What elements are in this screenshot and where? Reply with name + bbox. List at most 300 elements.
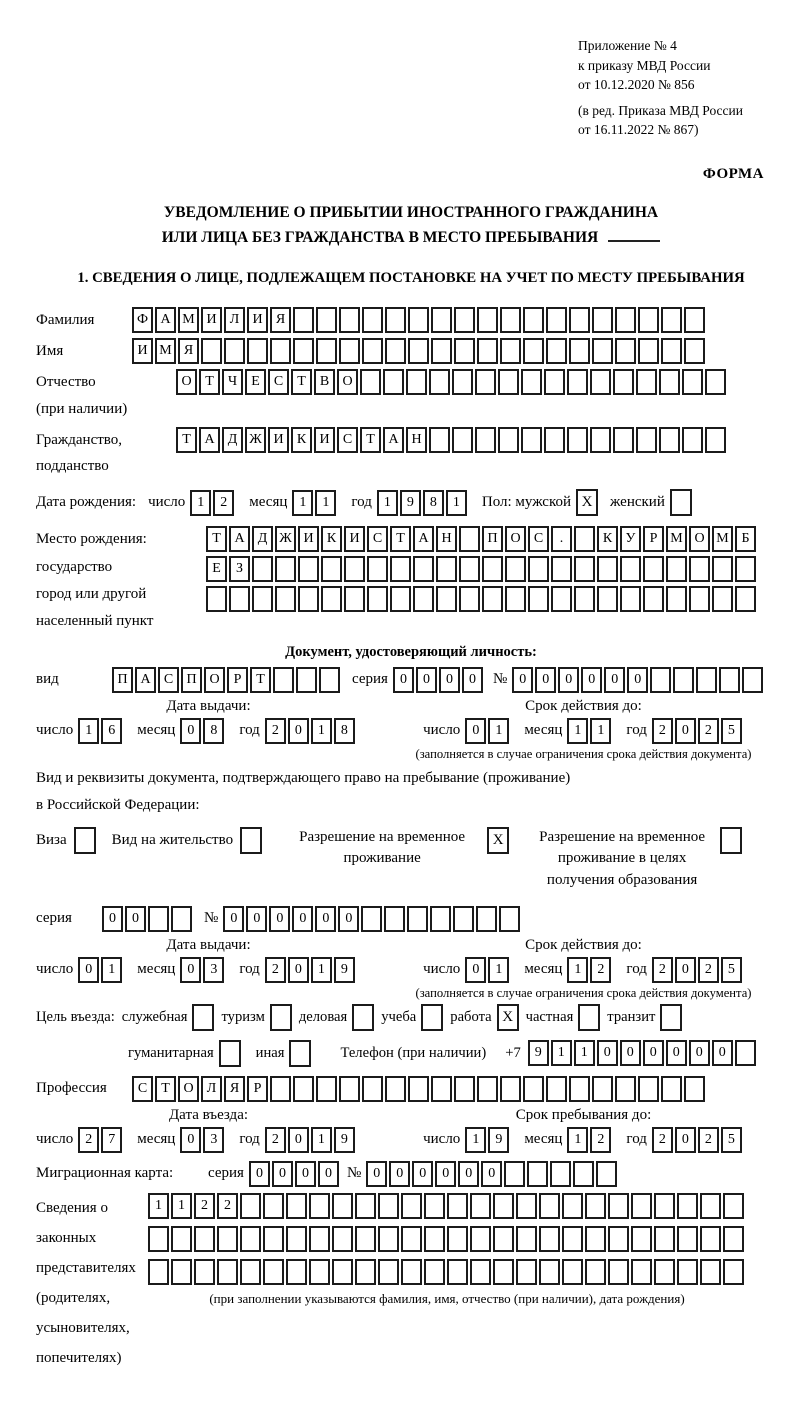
char-cell[interactable] (408, 307, 429, 333)
char-cell[interactable]: 0 (412, 1161, 433, 1187)
char-cell[interactable] (263, 1259, 284, 1285)
char-cell[interactable] (321, 556, 342, 582)
char-cell[interactable] (677, 1226, 698, 1252)
char-cell[interactable] (390, 586, 411, 612)
char-cell[interactable] (378, 1226, 399, 1252)
char-cell[interactable]: 9 (334, 957, 355, 983)
char-cell[interactable] (712, 586, 733, 612)
char-cell[interactable]: О (178, 1076, 199, 1102)
char-cell[interactable] (482, 586, 503, 612)
char-cell[interactable]: 0 (627, 667, 648, 693)
char-cell[interactable]: 0 (675, 1127, 696, 1153)
char-cell[interactable] (454, 1076, 475, 1102)
char-cell[interactable]: 0 (512, 667, 533, 693)
char-cell[interactable] (562, 1259, 583, 1285)
char-cell[interactable] (643, 586, 664, 612)
char-cell[interactable] (384, 906, 405, 932)
char-cell[interactable] (528, 556, 549, 582)
char-cell[interactable] (650, 667, 671, 693)
char-cell[interactable] (574, 556, 595, 582)
char-cell[interactable] (378, 1193, 399, 1219)
char-cell[interactable]: 2 (213, 490, 234, 516)
char-cell[interactable] (654, 1226, 675, 1252)
char-cell[interactable] (171, 1259, 192, 1285)
char-cell[interactable]: Л (224, 307, 245, 333)
char-cell[interactable]: Я (270, 307, 291, 333)
char-cell[interactable] (638, 1076, 659, 1102)
char-cell[interactable]: 2 (652, 957, 673, 983)
char-cell[interactable]: П (482, 526, 503, 552)
char-cell[interactable]: Б (735, 526, 756, 552)
char-cell[interactable]: 0 (272, 1161, 293, 1187)
char-cell[interactable]: 0 (288, 1127, 309, 1153)
char-cell[interactable]: . (551, 526, 572, 552)
char-cell[interactable] (523, 307, 544, 333)
char-cell[interactable] (367, 556, 388, 582)
char-cell[interactable]: Р (247, 1076, 268, 1102)
char-cell[interactable] (684, 1076, 705, 1102)
char-cell[interactable] (194, 1259, 215, 1285)
char-cell[interactable] (585, 1193, 606, 1219)
char-cell[interactable]: И (201, 307, 222, 333)
char-cell[interactable] (339, 1076, 360, 1102)
char-cell[interactable] (275, 556, 296, 582)
char-cell[interactable] (270, 338, 291, 364)
char-cell[interactable] (148, 1259, 169, 1285)
char-cell[interactable] (499, 906, 520, 932)
char-cell[interactable] (321, 586, 342, 612)
char-cell[interactable] (476, 906, 497, 932)
char-cell[interactable]: 0 (675, 957, 696, 983)
char-cell[interactable]: А (413, 526, 434, 552)
char-cell[interactable] (431, 338, 452, 364)
char-cell[interactable] (293, 1076, 314, 1102)
char-cell[interactable] (574, 526, 595, 552)
char-cell[interactable] (636, 369, 657, 395)
char-cell[interactable] (424, 1226, 445, 1252)
char-cell[interactable] (597, 556, 618, 582)
char-cell[interactable]: 0 (125, 906, 146, 932)
char-cell[interactable] (475, 427, 496, 453)
char-cell[interactable] (362, 1076, 383, 1102)
char-cell[interactable] (493, 1259, 514, 1285)
char-cell[interactable] (544, 427, 565, 453)
char-cell[interactable]: 0 (338, 906, 359, 932)
char-cell[interactable] (447, 1259, 468, 1285)
char-cell[interactable] (638, 307, 659, 333)
char-cell[interactable] (454, 307, 475, 333)
char-cell[interactable] (454, 338, 475, 364)
char-cell[interactable]: 0 (481, 1161, 502, 1187)
char-cell[interactable] (401, 1193, 422, 1219)
purpose-business-checkbox[interactable] (352, 1004, 374, 1031)
char-cell[interactable] (378, 1259, 399, 1285)
char-cell[interactable]: К (291, 427, 312, 453)
char-cell[interactable] (592, 307, 613, 333)
char-cell[interactable] (459, 556, 480, 582)
char-cell[interactable]: 1 (551, 1040, 572, 1066)
char-cell[interactable] (723, 1226, 744, 1252)
char-cell[interactable]: 9 (400, 490, 421, 516)
char-cell[interactable] (477, 1076, 498, 1102)
char-cell[interactable] (316, 307, 337, 333)
char-cell[interactable] (171, 906, 192, 932)
char-cell[interactable] (477, 338, 498, 364)
purpose-other-checkbox[interactable] (289, 1040, 311, 1067)
char-cell[interactable]: 0 (643, 1040, 664, 1066)
char-cell[interactable]: А (155, 307, 176, 333)
char-cell[interactable] (447, 1226, 468, 1252)
char-cell[interactable] (424, 1193, 445, 1219)
char-cell[interactable] (696, 667, 717, 693)
char-cell[interactable] (263, 1193, 284, 1219)
purpose-work-checkbox[interactable]: X (497, 1004, 519, 1031)
char-cell[interactable] (661, 338, 682, 364)
char-cell[interactable] (521, 427, 542, 453)
char-cell[interactable] (615, 307, 636, 333)
char-cell[interactable] (171, 1226, 192, 1252)
char-cell[interactable] (527, 1161, 548, 1187)
char-cell[interactable]: М (666, 526, 687, 552)
char-cell[interactable]: Р (643, 526, 664, 552)
char-cell[interactable]: 0 (288, 718, 309, 744)
char-cell[interactable]: 1 (488, 957, 509, 983)
char-cell[interactable] (424, 1259, 445, 1285)
char-cell[interactable] (700, 1226, 721, 1252)
char-cell[interactable] (590, 369, 611, 395)
char-cell[interactable] (309, 1226, 330, 1252)
char-cell[interactable] (516, 1226, 537, 1252)
char-cell[interactable] (516, 1259, 537, 1285)
char-cell[interactable] (385, 307, 406, 333)
char-cell[interactable] (413, 586, 434, 612)
char-cell[interactable]: 7 (101, 1127, 122, 1153)
char-cell[interactable]: 0 (416, 667, 437, 693)
char-cell[interactable] (608, 1193, 629, 1219)
char-cell[interactable] (523, 1076, 544, 1102)
char-cell[interactable] (608, 1259, 629, 1285)
char-cell[interactable]: 0 (249, 1161, 270, 1187)
char-cell[interactable] (620, 556, 641, 582)
char-cell[interactable] (470, 1193, 491, 1219)
char-cell[interactable]: М (712, 526, 733, 552)
char-cell[interactable]: 0 (366, 1161, 387, 1187)
char-cell[interactable] (551, 586, 572, 612)
char-cell[interactable]: 2 (265, 718, 286, 744)
char-cell[interactable]: Н (406, 427, 427, 453)
char-cell[interactable]: 1 (567, 718, 588, 744)
char-cell[interactable] (539, 1259, 560, 1285)
char-cell[interactable] (505, 586, 526, 612)
char-cell[interactable] (453, 906, 474, 932)
char-cell[interactable] (735, 1040, 756, 1066)
char-cell[interactable] (546, 338, 567, 364)
option-temp-residence-checkbox[interactable]: X (487, 827, 509, 854)
char-cell[interactable] (569, 338, 590, 364)
char-cell[interactable] (362, 307, 383, 333)
option-temp-residence-education-checkbox[interactable] (720, 827, 742, 854)
char-cell[interactable]: 0 (435, 1161, 456, 1187)
char-cell[interactable] (429, 427, 450, 453)
char-cell[interactable]: Ч (222, 369, 243, 395)
char-cell[interactable]: 9 (528, 1040, 549, 1066)
char-cell[interactable]: У (620, 526, 641, 552)
purpose-tourism-checkbox[interactable] (270, 1004, 292, 1031)
char-cell[interactable]: 0 (712, 1040, 733, 1066)
char-cell[interactable]: 0 (465, 957, 486, 983)
char-cell[interactable]: О (689, 526, 710, 552)
char-cell[interactable] (344, 586, 365, 612)
char-cell[interactable]: С (367, 526, 388, 552)
char-cell[interactable] (339, 307, 360, 333)
char-cell[interactable]: 1 (311, 718, 332, 744)
char-cell[interactable] (436, 556, 457, 582)
char-cell[interactable] (677, 1259, 698, 1285)
char-cell[interactable]: 0 (597, 1040, 618, 1066)
char-cell[interactable]: 0 (295, 1161, 316, 1187)
char-cell[interactable] (659, 369, 680, 395)
char-cell[interactable]: Я (224, 1076, 245, 1102)
char-cell[interactable] (361, 906, 382, 932)
char-cell[interactable] (569, 1076, 590, 1102)
char-cell[interactable]: 0 (246, 906, 267, 932)
purpose-humanitarian-checkbox[interactable] (219, 1040, 241, 1067)
char-cell[interactable] (631, 1259, 652, 1285)
char-cell[interactable] (470, 1259, 491, 1285)
char-cell[interactable] (217, 1226, 238, 1252)
char-cell[interactable]: 0 (223, 906, 244, 932)
char-cell[interactable] (275, 586, 296, 612)
char-cell[interactable]: 1 (311, 1127, 332, 1153)
char-cell[interactable]: 1 (446, 490, 467, 516)
char-cell[interactable] (355, 1259, 376, 1285)
char-cell[interactable] (498, 369, 519, 395)
char-cell[interactable] (401, 1259, 422, 1285)
char-cell[interactable]: 1 (567, 1127, 588, 1153)
char-cell[interactable] (597, 586, 618, 612)
char-cell[interactable]: С (132, 1076, 153, 1102)
char-cell[interactable] (309, 1259, 330, 1285)
char-cell[interactable]: 1 (101, 957, 122, 983)
char-cell[interactable] (148, 1226, 169, 1252)
char-cell[interactable] (240, 1226, 261, 1252)
char-cell[interactable] (689, 586, 710, 612)
char-cell[interactable]: С (337, 427, 358, 453)
char-cell[interactable] (436, 586, 457, 612)
char-cell[interactable] (682, 427, 703, 453)
char-cell[interactable] (620, 586, 641, 612)
char-cell[interactable]: 1 (377, 490, 398, 516)
option-residence-permit-checkbox[interactable] (240, 827, 262, 854)
char-cell[interactable]: Р (227, 667, 248, 693)
char-cell[interactable]: О (505, 526, 526, 552)
char-cell[interactable] (270, 1076, 291, 1102)
char-cell[interactable] (689, 556, 710, 582)
char-cell[interactable] (550, 1161, 571, 1187)
char-cell[interactable] (252, 556, 273, 582)
char-cell[interactable] (643, 556, 664, 582)
char-cell[interactable]: Т (155, 1076, 176, 1102)
char-cell[interactable] (482, 556, 503, 582)
char-cell[interactable] (429, 369, 450, 395)
char-cell[interactable] (367, 586, 388, 612)
char-cell[interactable] (431, 1076, 452, 1102)
char-cell[interactable]: А (383, 427, 404, 453)
char-cell[interactable] (719, 667, 740, 693)
char-cell[interactable]: 0 (393, 667, 414, 693)
purpose-transit-checkbox[interactable] (660, 1004, 682, 1031)
char-cell[interactable] (247, 338, 268, 364)
char-cell[interactable] (654, 1259, 675, 1285)
char-cell[interactable]: 0 (180, 718, 201, 744)
char-cell[interactable]: И (298, 526, 319, 552)
char-cell[interactable] (194, 1226, 215, 1252)
char-cell[interactable] (590, 427, 611, 453)
char-cell[interactable] (296, 667, 317, 693)
char-cell[interactable]: 6 (101, 718, 122, 744)
char-cell[interactable] (332, 1193, 353, 1219)
char-cell[interactable] (383, 369, 404, 395)
char-cell[interactable] (452, 427, 473, 453)
char-cell[interactable]: 0 (666, 1040, 687, 1066)
char-cell[interactable]: 0 (439, 667, 460, 693)
option-visa-checkbox[interactable] (74, 827, 96, 854)
char-cell[interactable]: 0 (462, 667, 483, 693)
char-cell[interactable] (240, 1193, 261, 1219)
char-cell[interactable] (546, 307, 567, 333)
purpose-official-checkbox[interactable] (192, 1004, 214, 1031)
char-cell[interactable]: 1 (171, 1193, 192, 1219)
char-cell[interactable] (408, 1076, 429, 1102)
char-cell[interactable]: 0 (292, 906, 313, 932)
char-cell[interactable] (567, 369, 588, 395)
char-cell[interactable]: 1 (78, 718, 99, 744)
char-cell[interactable] (286, 1193, 307, 1219)
char-cell[interactable]: И (132, 338, 153, 364)
char-cell[interactable] (217, 1259, 238, 1285)
char-cell[interactable] (252, 586, 273, 612)
char-cell[interactable] (516, 1193, 537, 1219)
char-cell[interactable]: Т (390, 526, 411, 552)
char-cell[interactable]: Т (291, 369, 312, 395)
char-cell[interactable] (286, 1259, 307, 1285)
char-cell[interactable] (298, 586, 319, 612)
char-cell[interactable]: К (321, 526, 342, 552)
char-cell[interactable] (666, 556, 687, 582)
char-cell[interactable] (677, 1193, 698, 1219)
char-cell[interactable] (459, 586, 480, 612)
char-cell[interactable] (229, 586, 250, 612)
char-cell[interactable]: К (597, 526, 618, 552)
char-cell[interactable] (521, 369, 542, 395)
char-cell[interactable] (263, 1226, 284, 1252)
char-cell[interactable] (224, 338, 245, 364)
char-cell[interactable]: И (268, 427, 289, 453)
char-cell[interactable] (700, 1259, 721, 1285)
char-cell[interactable] (666, 586, 687, 612)
char-cell[interactable] (309, 1193, 330, 1219)
char-cell[interactable] (407, 906, 428, 932)
char-cell[interactable] (360, 369, 381, 395)
char-cell[interactable]: 0 (288, 957, 309, 983)
char-cell[interactable] (332, 1226, 353, 1252)
char-cell[interactable]: И (247, 307, 268, 333)
char-cell[interactable] (712, 556, 733, 582)
char-cell[interactable] (723, 1259, 744, 1285)
char-cell[interactable] (684, 307, 705, 333)
char-cell[interactable]: Т (176, 427, 197, 453)
char-cell[interactable]: Д (252, 526, 273, 552)
char-cell[interactable] (742, 667, 763, 693)
char-cell[interactable] (562, 1226, 583, 1252)
char-cell[interactable]: 8 (423, 490, 444, 516)
char-cell[interactable] (735, 556, 756, 582)
char-cell[interactable]: 2 (652, 1127, 673, 1153)
char-cell[interactable] (401, 1226, 422, 1252)
char-cell[interactable]: Д (222, 427, 243, 453)
char-cell[interactable]: М (178, 307, 199, 333)
char-cell[interactable]: З (229, 556, 250, 582)
char-cell[interactable]: Ж (245, 427, 266, 453)
char-cell[interactable]: 0 (269, 906, 290, 932)
char-cell[interactable] (585, 1226, 606, 1252)
char-cell[interactable] (477, 307, 498, 333)
char-cell[interactable]: И (344, 526, 365, 552)
char-cell[interactable]: Ф (132, 307, 153, 333)
char-cell[interactable]: Л (201, 1076, 222, 1102)
char-cell[interactable] (631, 1193, 652, 1219)
char-cell[interactable]: 2 (698, 718, 719, 744)
char-cell[interactable] (661, 307, 682, 333)
char-cell[interactable] (504, 1161, 525, 1187)
char-cell[interactable]: Н (436, 526, 457, 552)
char-cell[interactable]: 5 (721, 1127, 742, 1153)
char-cell[interactable]: 2 (652, 718, 673, 744)
char-cell[interactable]: Я (178, 338, 199, 364)
char-cell[interactable]: 1 (311, 957, 332, 983)
char-cell[interactable]: Т (360, 427, 381, 453)
char-cell[interactable] (705, 369, 726, 395)
char-cell[interactable] (723, 1193, 744, 1219)
char-cell[interactable]: Т (199, 369, 220, 395)
char-cell[interactable] (459, 526, 480, 552)
char-cell[interactable] (631, 1226, 652, 1252)
char-cell[interactable] (240, 1259, 261, 1285)
char-cell[interactable]: 1 (292, 490, 313, 516)
char-cell[interactable]: 0 (604, 667, 625, 693)
char-cell[interactable] (592, 1076, 613, 1102)
char-cell[interactable] (539, 1226, 560, 1252)
char-cell[interactable] (500, 307, 521, 333)
char-cell[interactable]: 0 (675, 718, 696, 744)
purpose-private-checkbox[interactable] (578, 1004, 600, 1031)
char-cell[interactable] (562, 1193, 583, 1219)
char-cell[interactable] (475, 369, 496, 395)
char-cell[interactable]: 1 (488, 718, 509, 744)
char-cell[interactable]: 1 (465, 1127, 486, 1153)
char-cell[interactable]: А (229, 526, 250, 552)
char-cell[interactable]: 2 (698, 1127, 719, 1153)
char-cell[interactable]: 0 (315, 906, 336, 932)
char-cell[interactable]: 0 (180, 957, 201, 983)
char-cell[interactable] (661, 1076, 682, 1102)
char-cell[interactable]: 5 (721, 718, 742, 744)
char-cell[interactable]: 1 (190, 490, 211, 516)
char-cell[interactable] (344, 556, 365, 582)
char-cell[interactable] (470, 1226, 491, 1252)
char-cell[interactable]: 1 (574, 1040, 595, 1066)
char-cell[interactable]: 9 (488, 1127, 509, 1153)
